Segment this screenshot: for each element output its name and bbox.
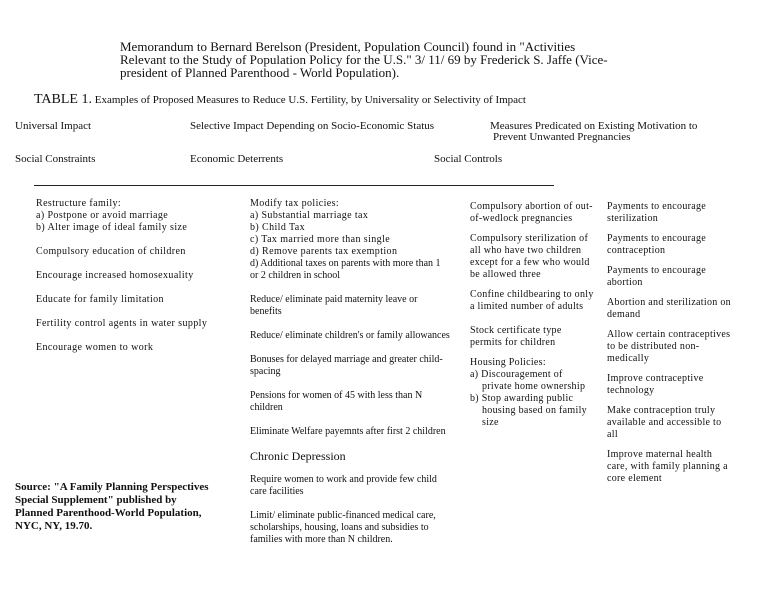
memo-heading	[120, 40, 660, 79]
column-existing-motivation	[607, 201, 732, 485]
header-existing-motivation-line-2: Prevent Unwanted Pregnancies	[493, 131, 631, 143]
housing-policies	[470, 357, 595, 429]
list-item: Stock certificate type permits for children	[470, 325, 562, 348]
list-item: Eliminate Welfare payemnts after first 2 children	[250, 426, 446, 437]
header-existing-motivation-line-1: Measures Predicated on Existing Motivation to	[490, 120, 698, 132]
tax-title: Modify tax policies:	[250, 198, 340, 209]
column-social-constraints	[36, 198, 241, 366]
list-item: Allow certain contraceptives to be distributed non-medically	[607, 329, 731, 364]
header-social-constraints: Social Constraints	[15, 153, 96, 165]
restructure-item-a: a) Postpone or avoid marriage	[36, 210, 169, 221]
header-divider	[34, 185, 554, 186]
list-item: Payments to encourage sterilization	[607, 201, 707, 224]
list-item: Educate for family limitation	[36, 294, 164, 305]
list-item: Compulsory education of children	[36, 246, 186, 257]
tax-item-c: c) Tax married more than single	[250, 234, 391, 245]
header-social-controls: Social Controls	[434, 153, 503, 165]
source-line-3: Planned Parenthood-World Population,	[15, 507, 202, 519]
list-item: Bonuses for delayed marriage and greater child-spacing	[250, 354, 443, 377]
table-caption: Examples of Proposed Measures to Reduce U.S. Fertility, by Universality or Selectivity of Impact	[94, 94, 526, 106]
housing-title: Housing Policies:	[470, 357, 546, 368]
header-economic-deterrents: Economic Deterrents	[190, 153, 284, 165]
tax-item-a: a) Substantial marriage tax	[250, 210, 369, 221]
list-item: Abortion and sterilization on demand	[607, 297, 731, 320]
header-universal-impact: Universal Impact	[15, 120, 92, 132]
table-title	[34, 92, 526, 108]
list-item: Payments to encourage contraception	[607, 233, 707, 256]
list-item: Improve contraceptive technology	[607, 373, 704, 396]
list-item: Limit/ eliminate public-financed medical care, scholarships, housing, loans and subsidies to families with more than N children.	[250, 510, 436, 545]
table-label: TABLE 1.	[34, 92, 92, 107]
list-item: Compulsory sterilization of all who have two children except for a few who would be allowed three	[470, 233, 590, 280]
housing-item-a: a) Discouragement of private home ownership	[470, 369, 586, 392]
list-item: Payments to encourage abortion	[607, 265, 707, 288]
housing-item-b: b) Stop awarding public housing based on family size	[470, 393, 587, 428]
tax-item-d2: d) Additional taxes on parents with more than 1 or 2 children in school	[250, 258, 441, 281]
tax-policies	[250, 198, 450, 282]
list-item: Require women to work and provide few child care facilities	[250, 474, 437, 497]
column-economic-deterrents	[250, 198, 450, 546]
list-item: Fertility control agents in water supply	[36, 318, 208, 329]
header-selective-impact: Selective Impact Depending on Socio-Economic Status	[190, 120, 435, 132]
source-line-2: Special Supplement" published by	[15, 494, 177, 506]
memo-line-2: Relevant to the Study of Population Policy for the U.S." 3/ 11/ 69 by Frederick S. Jaffe (Vice-	[120, 52, 608, 67]
tax-item-b: b) Child Tax	[250, 222, 306, 233]
list-item: Encourage women to work	[36, 342, 154, 353]
source-line-4: NYC, NY, 19.70.	[15, 520, 93, 532]
restructure-title: Restructure family:	[36, 198, 122, 209]
source-note	[15, 481, 230, 533]
list-item: Confine childbearing to only a limited number of adults	[470, 289, 594, 312]
list-item: Improve maternal health care, with family planning a core element	[607, 449, 728, 484]
list-item: Pensions for women of 45 with less than N children	[250, 390, 423, 413]
list-item: Reduce/ eliminate paid maternity leave or benefits	[250, 294, 418, 317]
header-existing-motivation	[490, 121, 697, 143]
source-line-1: Source: "A Family Planning Perspectives	[15, 481, 209, 493]
list-item: Compulsory abortion of out-of-wedlock pregnancies	[470, 201, 593, 224]
list-item: Encourage increased homosexuality	[36, 270, 194, 281]
memo-line-3: president of Planned Parenthood - World Population).	[120, 65, 400, 80]
list-item: Reduce/ eliminate children's or family allowances	[250, 330, 450, 341]
column-social-controls	[470, 201, 595, 429]
list-item: Make contraception truly available and accessible to all	[607, 405, 722, 440]
tax-item-d: d) Remove parents tax exemption	[250, 246, 398, 257]
restructure-item-b: b) Alter image of ideal family size	[36, 222, 188, 233]
chronic-depression-heading: Chronic Depression	[250, 449, 346, 463]
restructure-family	[36, 198, 241, 234]
memo-line-1: Memorandum to Bernard Berelson (President, Population Council) found in "Activities	[120, 39, 576, 54]
